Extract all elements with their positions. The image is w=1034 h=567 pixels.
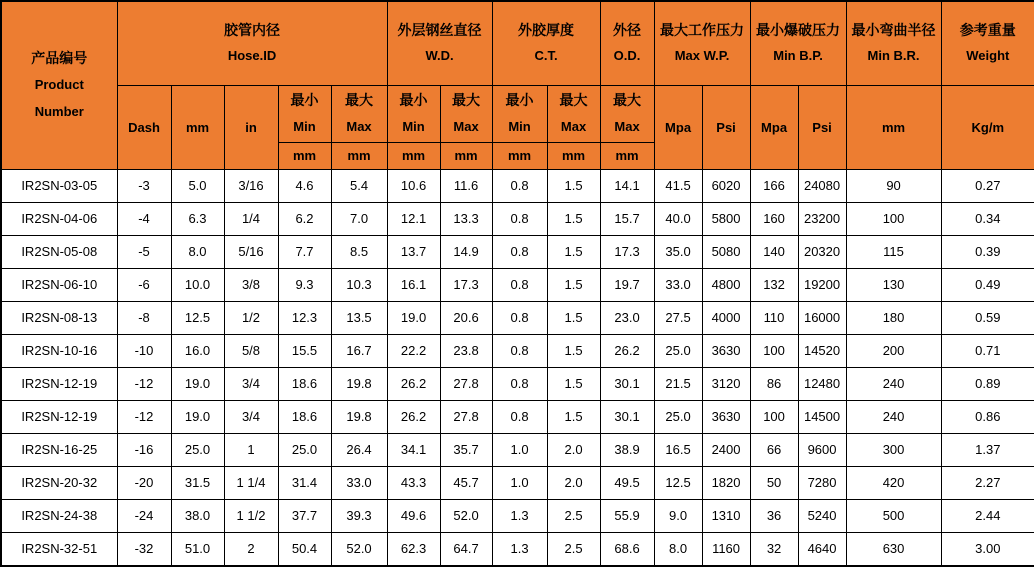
header-label-en: Product — [34, 76, 84, 92]
cell-wd-min-mm: 10.6 — [387, 169, 440, 202]
cell-br-mm: 240 — [846, 400, 941, 433]
cell-wp-mpa: 41.5 — [654, 169, 702, 202]
cell-wp-mpa: 25.0 — [654, 400, 702, 433]
cell-bp-mpa: 66 — [750, 433, 798, 466]
table-row — [1, 169, 1034, 202]
cell-bp-mpa: 110 — [750, 301, 798, 334]
header-label-zh: 最大 — [559, 92, 588, 109]
cell-ct-max-mm: 2.0 — [547, 466, 600, 499]
cell-br-mm: 90 — [846, 169, 941, 202]
cell-ct-max-mm: 2.5 — [547, 532, 600, 566]
cell-product-number: IR2SN-04-06 — [1, 202, 117, 235]
cell-ct-max-mm: 2.0 — [547, 433, 600, 466]
cell-br-mm: 130 — [846, 268, 941, 301]
cell-ct-max-mm: 1.5 — [547, 202, 600, 235]
cell-wp-mpa: 35.0 — [654, 235, 702, 268]
cell-wp-mpa: 21.5 — [654, 367, 702, 400]
cell-id-min-mm: 6.2 — [278, 202, 331, 235]
cell-weight-kgm: 0.34 — [941, 202, 1034, 235]
cell-wd-max-mm: 52.0 — [440, 499, 492, 532]
cell-od-max-mm: 26.2 — [600, 334, 654, 367]
cell-id-max-mm: 19.8 — [331, 367, 387, 400]
cell-wp-mpa: 40.0 — [654, 202, 702, 235]
cell-wd-max-mm: 35.7 — [440, 433, 492, 466]
cell-wp-psi: 3630 — [702, 400, 750, 433]
cell-id-mm: 25.0 — [171, 433, 224, 466]
cell-weight-kgm: 0.49 — [941, 268, 1034, 301]
cell-id-max-mm: 7.0 — [331, 202, 387, 235]
header-label-zh: 最小 — [290, 92, 319, 109]
unit-header-wd-min-mm: mm — [387, 142, 440, 169]
group-header-outer-diameter — [600, 1, 654, 85]
cell-weight-kgm: 3.00 — [941, 532, 1034, 566]
cell-wd-min-mm: 26.2 — [387, 400, 440, 433]
table-row — [1, 466, 1034, 499]
header-label-zh: 外胶厚度 — [518, 21, 575, 38]
cell-bp-mpa: 100 — [750, 400, 798, 433]
cell-wd-max-mm: 23.8 — [440, 334, 492, 367]
table-body — [1, 169, 1034, 566]
cell-ct-min-mm: 0.8 — [492, 235, 547, 268]
cell-weight-kgm: 2.27 — [941, 466, 1034, 499]
cell-bp-mpa: 32 — [750, 532, 798, 566]
cell-dash: -4 — [117, 202, 171, 235]
col-header-wd-max — [440, 85, 492, 142]
cell-bp-psi: 16000 — [798, 301, 846, 334]
cell-id-mm: 31.5 — [171, 466, 224, 499]
cell-id-mm: 19.0 — [171, 367, 224, 400]
cell-product-number: IR2SN-06-10 — [1, 268, 117, 301]
cell-id-in: 1/4 — [224, 202, 278, 235]
col-header-bp-psi: Psi — [798, 85, 846, 169]
cell-product-number: IR2SN-32-51 — [1, 532, 117, 566]
cell-ct-max-mm: 1.5 — [547, 235, 600, 268]
cell-wd-max-mm: 14.9 — [440, 235, 492, 268]
cell-dash: -6 — [117, 268, 171, 301]
cell-weight-kgm: 0.39 — [941, 235, 1034, 268]
cell-ct-min-mm: 0.8 — [492, 268, 547, 301]
cell-weight-kgm: 2.44 — [941, 499, 1034, 532]
cell-wp-psi: 5800 — [702, 202, 750, 235]
cell-dash: -20 — [117, 466, 171, 499]
cell-od-max-mm: 15.7 — [600, 202, 654, 235]
cell-bp-psi: 5240 — [798, 499, 846, 532]
cell-ct-max-mm: 1.5 — [547, 268, 600, 301]
cell-ct-min-mm: 0.8 — [492, 367, 547, 400]
cell-id-max-mm: 26.4 — [331, 433, 387, 466]
cell-id-mm: 6.3 — [171, 202, 224, 235]
header-label-zh: 最大 — [452, 92, 481, 109]
cell-weight-kgm: 0.71 — [941, 334, 1034, 367]
cell-id-in: 1 — [224, 433, 278, 466]
cell-br-mm: 115 — [846, 235, 941, 268]
cell-wd-max-mm: 13.3 — [440, 202, 492, 235]
cell-ct-min-mm: 0.8 — [492, 169, 547, 202]
cell-bp-psi: 20320 — [798, 235, 846, 268]
cell-dash: -5 — [117, 235, 171, 268]
cell-bp-mpa: 166 — [750, 169, 798, 202]
table-row — [1, 532, 1034, 566]
header-label-en: W.D. — [425, 48, 454, 64]
cell-br-mm: 300 — [846, 433, 941, 466]
cell-id-min-mm: 18.6 — [278, 367, 331, 400]
cell-product-number: IR2SN-20-32 — [1, 466, 117, 499]
group-header-wire-diameter — [387, 1, 492, 85]
cell-id-mm: 10.0 — [171, 268, 224, 301]
cell-wp-mpa: 8.0 — [654, 532, 702, 566]
cell-dash: -12 — [117, 367, 171, 400]
group-header-hose-id — [117, 1, 387, 85]
cell-wd-min-mm: 16.1 — [387, 268, 440, 301]
cell-od-max-mm: 49.5 — [600, 466, 654, 499]
unit-header-id-max-mm: mm — [331, 142, 387, 169]
header-label-zh: 最大工作压力 — [660, 21, 745, 38]
cell-bp-mpa: 132 — [750, 268, 798, 301]
cell-product-number: IR2SN-24-38 — [1, 499, 117, 532]
cell-ct-max-mm: 1.5 — [547, 367, 600, 400]
header-label-en: Max — [614, 118, 640, 134]
cell-id-in: 1 1/4 — [224, 466, 278, 499]
cell-ct-max-mm: 1.5 — [547, 400, 600, 433]
col-header-id-min — [278, 85, 331, 142]
cell-dash: -3 — [117, 169, 171, 202]
cell-wp-psi: 3120 — [702, 367, 750, 400]
cell-bp-mpa: 160 — [750, 202, 798, 235]
cell-br-mm: 630 — [846, 532, 941, 566]
cell-product-number: IR2SN-12-19 — [1, 367, 117, 400]
cell-wp-psi: 3630 — [702, 334, 750, 367]
table-row — [1, 334, 1034, 367]
cell-od-max-mm: 23.0 — [600, 301, 654, 334]
cell-id-in: 3/4 — [224, 367, 278, 400]
header-label-en: Max — [453, 118, 479, 134]
header-row-subcolumns — [1, 85, 1034, 142]
cell-wd-max-mm: 20.6 — [440, 301, 492, 334]
cell-dash: -16 — [117, 433, 171, 466]
cell-weight-kgm: 1.37 — [941, 433, 1034, 466]
cell-id-mm: 19.0 — [171, 400, 224, 433]
cell-wp-psi: 1820 — [702, 466, 750, 499]
cell-bp-psi: 7280 — [798, 466, 846, 499]
header-label-en: Hose.ID — [227, 48, 277, 64]
cell-wp-mpa: 33.0 — [654, 268, 702, 301]
cell-id-in: 3/4 — [224, 400, 278, 433]
cell-id-min-mm: 18.6 — [278, 400, 331, 433]
cell-wp-psi: 4800 — [702, 268, 750, 301]
header-label-en: Max — [560, 118, 587, 134]
cell-ct-min-mm: 0.8 — [492, 202, 547, 235]
cell-wp-mpa: 25.0 — [654, 334, 702, 367]
cell-ct-min-mm: 0.8 — [492, 400, 547, 433]
col-header-od-max — [600, 85, 654, 142]
unit-header-ct-min-mm: mm — [492, 142, 547, 169]
unit-header-wd-max-mm: mm — [440, 142, 492, 169]
header-label-en: Min — [402, 118, 425, 134]
cell-od-max-mm: 14.1 — [600, 169, 654, 202]
cell-id-in: 5/8 — [224, 334, 278, 367]
cell-dash: -12 — [117, 400, 171, 433]
cell-br-mm: 500 — [846, 499, 941, 532]
cell-product-number: IR2SN-03-05 — [1, 169, 117, 202]
cell-id-in: 1 1/2 — [224, 499, 278, 532]
col-header-weight-kgm: Kg/m — [941, 85, 1034, 169]
cell-dash: -10 — [117, 334, 171, 367]
cell-wp-mpa: 16.5 — [654, 433, 702, 466]
cell-product-number: IR2SN-05-08 — [1, 235, 117, 268]
cell-wd-min-mm: 26.2 — [387, 367, 440, 400]
cell-id-mm: 8.0 — [171, 235, 224, 268]
cell-wd-max-mm: 11.6 — [440, 169, 492, 202]
cell-id-min-mm: 25.0 — [278, 433, 331, 466]
cell-dash: -24 — [117, 499, 171, 532]
cell-bp-mpa: 36 — [750, 499, 798, 532]
unit-header-id-min-mm: mm — [278, 142, 331, 169]
cell-ct-max-mm: 1.5 — [547, 301, 600, 334]
table-row — [1, 202, 1034, 235]
cell-product-number: IR2SN-08-13 — [1, 301, 117, 334]
cell-od-max-mm: 30.1 — [600, 400, 654, 433]
cell-wp-psi: 5080 — [702, 235, 750, 268]
col-header-wp-mpa: Mpa — [654, 85, 702, 169]
cell-bp-psi: 19200 — [798, 268, 846, 301]
header-label-zh: 最小 — [399, 92, 428, 109]
header-label-zh: 最小弯曲半径 — [851, 21, 936, 38]
cell-bp-mpa: 140 — [750, 235, 798, 268]
cell-wp-psi: 6020 — [702, 169, 750, 202]
header-label-en: Max W.P. — [674, 48, 730, 64]
cell-id-in: 1/2 — [224, 301, 278, 334]
group-header-weight — [941, 1, 1034, 85]
cell-od-max-mm: 55.9 — [600, 499, 654, 532]
cell-id-min-mm: 12.3 — [278, 301, 331, 334]
cell-id-min-mm: 15.5 — [278, 334, 331, 367]
header-label-en: Weight — [966, 48, 1010, 64]
cell-id-max-mm: 33.0 — [331, 466, 387, 499]
cell-wd-max-mm: 17.3 — [440, 268, 492, 301]
header-label-en: Min B.P. — [773, 48, 823, 64]
cell-id-max-mm: 10.3 — [331, 268, 387, 301]
cell-br-mm: 100 — [846, 202, 941, 235]
col-header-id-mm: mm — [171, 85, 224, 169]
cell-bp-psi: 23200 — [798, 202, 846, 235]
header-label-zh: 外层钢丝直径 — [397, 21, 482, 38]
unit-header-od-max-mm: mm — [600, 142, 654, 169]
cell-ct-max-mm: 2.5 — [547, 499, 600, 532]
cell-id-mm: 38.0 — [171, 499, 224, 532]
group-header-min-burst-pressure — [750, 1, 846, 85]
cell-ct-max-mm: 1.5 — [547, 334, 600, 367]
header-label-en: C.T. — [534, 48, 558, 64]
header-label-en: Min — [293, 118, 316, 134]
header-label-en: O.D. — [613, 48, 641, 64]
col-header-dash: Dash — [117, 85, 171, 169]
col-header-id-in: in — [224, 85, 278, 169]
cell-id-in: 2 — [224, 532, 278, 566]
cell-br-mm: 240 — [846, 367, 941, 400]
col-header-br-mm: mm — [846, 85, 941, 169]
cell-id-min-mm: 37.7 — [278, 499, 331, 532]
cell-br-mm: 420 — [846, 466, 941, 499]
cell-wd-max-mm: 27.8 — [440, 400, 492, 433]
cell-wd-min-mm: 13.7 — [387, 235, 440, 268]
cell-wp-psi: 1310 — [702, 499, 750, 532]
cell-dash: -32 — [117, 532, 171, 566]
cell-id-mm: 5.0 — [171, 169, 224, 202]
cell-wp-mpa: 9.0 — [654, 499, 702, 532]
cell-wd-min-mm: 43.3 — [387, 466, 440, 499]
cell-id-max-mm: 52.0 — [331, 532, 387, 566]
cell-weight-kgm: 0.59 — [941, 301, 1034, 334]
cell-id-mm: 12.5 — [171, 301, 224, 334]
cell-weight-kgm: 0.27 — [941, 169, 1034, 202]
cell-weight-kgm: 0.89 — [941, 367, 1034, 400]
cell-wd-min-mm: 49.6 — [387, 499, 440, 532]
cell-wd-max-mm: 45.7 — [440, 466, 492, 499]
cell-wd-max-mm: 64.7 — [440, 532, 492, 566]
table-row — [1, 433, 1034, 466]
cell-bp-mpa: 86 — [750, 367, 798, 400]
table-row — [1, 400, 1034, 433]
cell-id-max-mm: 5.4 — [331, 169, 387, 202]
cell-wd-min-mm: 34.1 — [387, 433, 440, 466]
cell-product-number: IR2SN-10-16 — [1, 334, 117, 367]
cell-id-min-mm: 4.6 — [278, 169, 331, 202]
cell-id-max-mm: 8.5 — [331, 235, 387, 268]
header-label-zh: 最大 — [345, 92, 374, 109]
header-label-en: Number — [34, 103, 84, 119]
cell-ct-min-mm: 1.3 — [492, 499, 547, 532]
cell-id-max-mm: 39.3 — [331, 499, 387, 532]
col-header-ct-max — [547, 85, 600, 142]
cell-ct-max-mm: 1.5 — [547, 169, 600, 202]
cell-id-min-mm: 9.3 — [278, 268, 331, 301]
header-label-zh: 外径 — [613, 21, 642, 38]
header-label-zh: 胶管内径 — [224, 21, 281, 38]
cell-wp-mpa: 27.5 — [654, 301, 702, 334]
header-label-zh: 最小爆破压力 — [756, 21, 841, 38]
cell-id-in: 5/16 — [224, 235, 278, 268]
cell-ct-min-mm: 1.0 — [492, 466, 547, 499]
cell-id-mm: 16.0 — [171, 334, 224, 367]
header-label-en: Min B.R. — [867, 48, 920, 64]
cell-id-min-mm: 7.7 — [278, 235, 331, 268]
cell-wd-min-mm: 12.1 — [387, 202, 440, 235]
cell-weight-kgm: 0.86 — [941, 400, 1034, 433]
cell-wd-min-mm: 22.2 — [387, 334, 440, 367]
cell-ct-min-mm: 0.8 — [492, 301, 547, 334]
group-header-max-working-pressure — [654, 1, 750, 85]
col-header-product-number — [1, 1, 117, 169]
cell-wp-psi: 2400 — [702, 433, 750, 466]
cell-id-max-mm: 16.7 — [331, 334, 387, 367]
cell-id-min-mm: 50.4 — [278, 532, 331, 566]
cell-id-max-mm: 13.5 — [331, 301, 387, 334]
cell-od-max-mm: 30.1 — [600, 367, 654, 400]
table-row — [1, 235, 1034, 268]
cell-bp-psi: 24080 — [798, 169, 846, 202]
cell-id-min-mm: 31.4 — [278, 466, 331, 499]
header-label-zh: 参考重量 — [959, 21, 1016, 38]
cell-ct-min-mm: 1.3 — [492, 532, 547, 566]
group-header-min-bend-radius — [846, 1, 941, 85]
cell-br-mm: 200 — [846, 334, 941, 367]
col-header-ct-min — [492, 85, 547, 142]
cell-od-max-mm: 38.9 — [600, 433, 654, 466]
cell-od-max-mm: 68.6 — [600, 532, 654, 566]
table-row — [1, 367, 1034, 400]
cell-wd-min-mm: 19.0 — [387, 301, 440, 334]
cell-bp-psi: 9600 — [798, 433, 846, 466]
cell-bp-psi: 4640 — [798, 532, 846, 566]
cell-product-number: IR2SN-16-25 — [1, 433, 117, 466]
table-row — [1, 268, 1034, 301]
cell-br-mm: 180 — [846, 301, 941, 334]
col-header-bp-mpa: Mpa — [750, 85, 798, 169]
col-header-id-max — [331, 85, 387, 142]
cell-bp-psi: 14500 — [798, 400, 846, 433]
cell-wp-mpa: 12.5 — [654, 466, 702, 499]
cell-bp-psi: 12480 — [798, 367, 846, 400]
cell-id-in: 3/16 — [224, 169, 278, 202]
table-row — [1, 499, 1034, 532]
table-header — [1, 1, 1034, 169]
cell-product-number: IR2SN-12-19 — [1, 400, 117, 433]
cell-wp-psi: 4000 — [702, 301, 750, 334]
cell-od-max-mm: 19.7 — [600, 268, 654, 301]
cell-ct-min-mm: 0.8 — [492, 334, 547, 367]
header-label-en: Max — [346, 118, 372, 134]
cell-wp-psi: 1160 — [702, 532, 750, 566]
cell-bp-psi: 14520 — [798, 334, 846, 367]
col-header-wd-min — [387, 85, 440, 142]
cell-wd-min-mm: 62.3 — [387, 532, 440, 566]
unit-header-ct-max-mm: mm — [547, 142, 600, 169]
header-label-zh: 最小 — [505, 92, 534, 109]
header-label-en: Min — [508, 118, 531, 134]
header-label-zh: 最大 — [613, 92, 642, 109]
cell-od-max-mm: 17.3 — [600, 235, 654, 268]
cell-bp-mpa: 100 — [750, 334, 798, 367]
cell-dash: -8 — [117, 301, 171, 334]
group-header-cover-thickness — [492, 1, 600, 85]
cell-id-mm: 51.0 — [171, 532, 224, 566]
table-row — [1, 301, 1034, 334]
cell-bp-mpa: 50 — [750, 466, 798, 499]
cell-id-max-mm: 19.8 — [331, 400, 387, 433]
col-header-wp-psi: Psi — [702, 85, 750, 169]
cell-id-in: 3/8 — [224, 268, 278, 301]
cell-wd-max-mm: 27.8 — [440, 367, 492, 400]
header-label-zh: 产品编号 — [31, 50, 88, 67]
cell-ct-min-mm: 1.0 — [492, 433, 547, 466]
header-row-groups — [1, 1, 1034, 85]
